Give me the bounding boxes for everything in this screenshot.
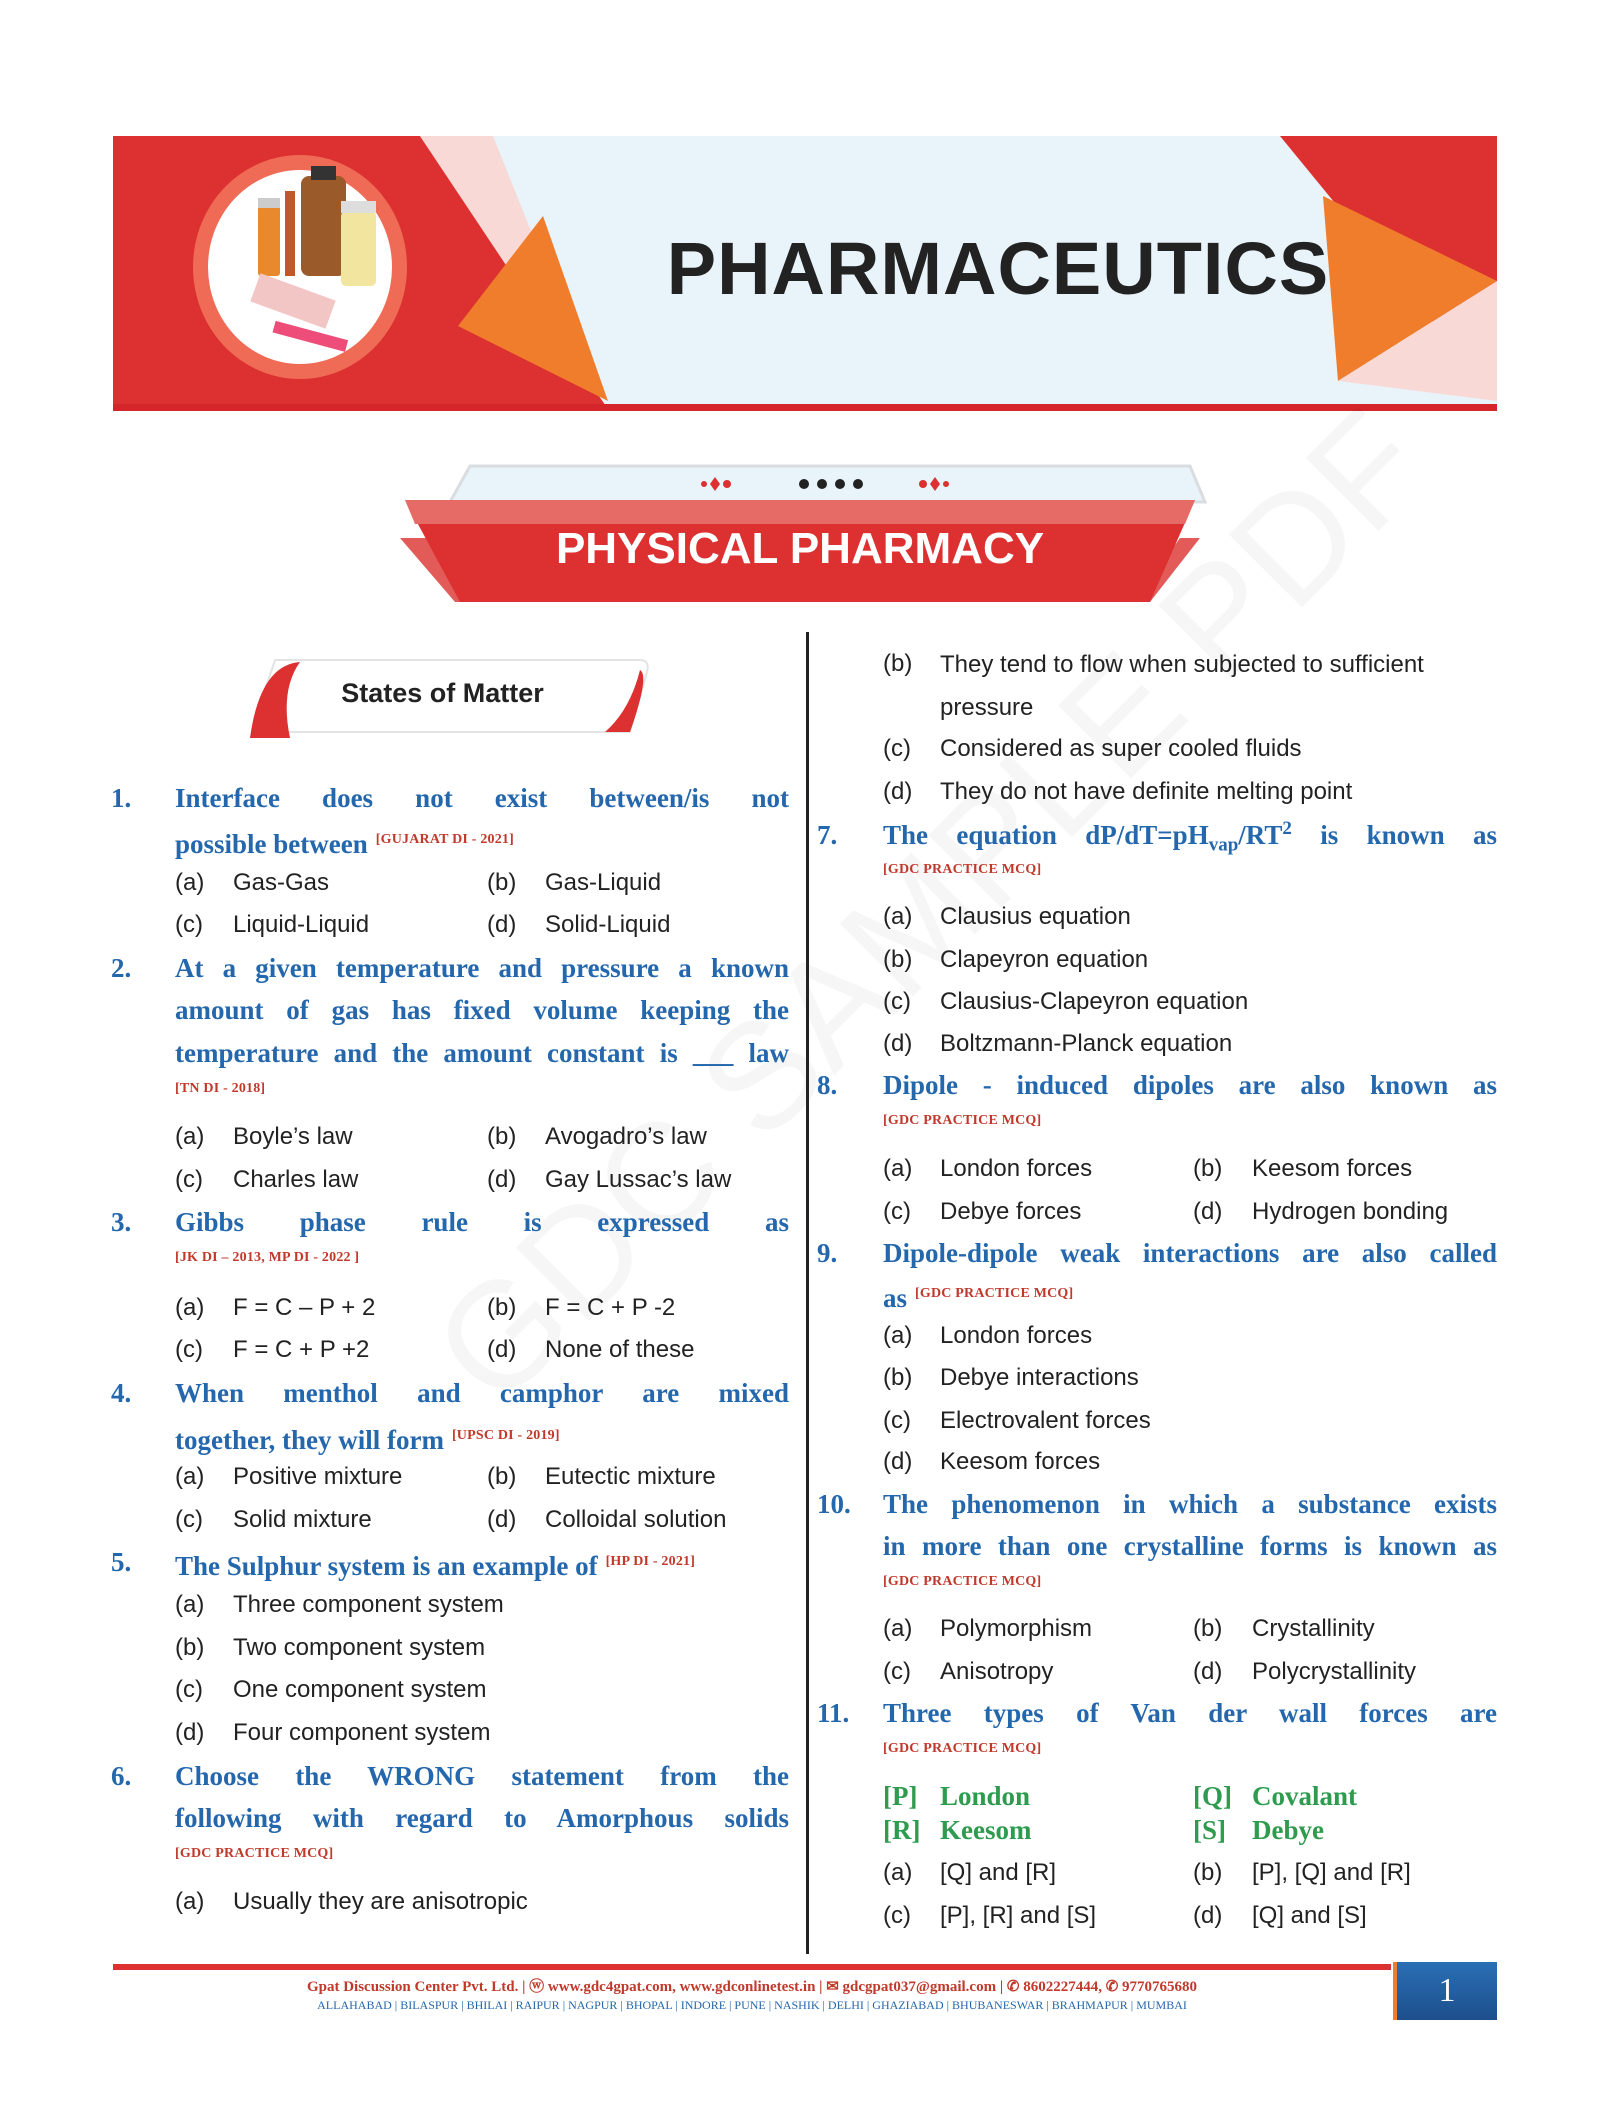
option-text: London forces bbox=[940, 1155, 1093, 1182]
option-text: One component system bbox=[233, 1676, 487, 1703]
footer-rule bbox=[113, 1964, 1391, 1970]
question-text bbox=[883, 1483, 1497, 1525]
page-title: PHARMACEUTICS bbox=[666, 227, 1330, 310]
option-text: Gay Lussac’s law bbox=[545, 1166, 732, 1193]
option-label: (c) bbox=[175, 1676, 203, 1703]
question-number: 8. bbox=[817, 1070, 838, 1100]
option-label: (b) bbox=[487, 1294, 517, 1321]
option-text: Gas-Liquid bbox=[545, 869, 662, 896]
option-text: They tend to flow when subjected to sufficient pressure bbox=[940, 651, 1424, 721]
question-line: together, they will form bbox=[175, 1425, 444, 1455]
question-text bbox=[175, 819, 789, 861]
question-number: 4. bbox=[111, 1378, 132, 1408]
option-text: Colloidal solution bbox=[545, 1506, 727, 1533]
question-number: 3. bbox=[111, 1207, 132, 1237]
source-tag: [GDC PRACTICE MCQ] bbox=[175, 1846, 334, 1861]
source-tag: [TN DI - 2018] bbox=[175, 1081, 266, 1096]
column-divider bbox=[806, 632, 809, 1954]
option-text: Boyle’s law bbox=[233, 1123, 353, 1150]
question-line: following with regard to Amorphous solids bbox=[175, 1803, 789, 1833]
statement-text: Covalant bbox=[1252, 1781, 1358, 1811]
option-text: Keesom forces bbox=[940, 1448, 1101, 1475]
equation-part: vap bbox=[1208, 834, 1239, 856]
option-label: (c) bbox=[883, 1407, 911, 1434]
source-tag: [GDC PRACTICE MCQ] bbox=[883, 1574, 1042, 1589]
option-text: Three component system bbox=[233, 1591, 504, 1618]
option-label: (a) bbox=[883, 1859, 913, 1886]
source-tag: [GDC PRACTICE MCQ] bbox=[883, 862, 1042, 877]
option-label: (b) bbox=[1193, 1155, 1223, 1182]
statement-text: London bbox=[940, 1781, 1031, 1811]
equation-part: is known as bbox=[1291, 820, 1497, 850]
option-label: (d) bbox=[487, 1506, 517, 1533]
page-number-box bbox=[1393, 1962, 1497, 2020]
option-label: (b) bbox=[487, 1123, 517, 1150]
statement-text: Keesom bbox=[940, 1815, 1032, 1845]
question-line: Gibbs phase rule is expressed as bbox=[175, 1207, 789, 1237]
subject-ribbon bbox=[380, 462, 1220, 607]
option-label: (b) bbox=[883, 650, 913, 677]
option-text: Solid-Liquid bbox=[545, 911, 671, 938]
option-text: Polymorphism bbox=[940, 1615, 1093, 1642]
equation-part: The equation dP/dT=pH bbox=[883, 820, 1209, 850]
option-text: Clapeyron equation bbox=[940, 946, 1149, 973]
option-text: Usually they are anisotropic bbox=[233, 1888, 528, 1915]
statement-label: [Q] bbox=[1193, 1781, 1232, 1811]
option-text: Charles law bbox=[233, 1166, 359, 1193]
option-label: (a) bbox=[175, 1888, 205, 1915]
option-label: (a) bbox=[175, 869, 205, 896]
question-text bbox=[883, 1232, 1497, 1274]
medicine-logo-icon bbox=[193, 155, 407, 379]
question-line: amount of gas has fixed volume keeping the bbox=[175, 995, 789, 1025]
option-text: Solid mixture bbox=[233, 1506, 372, 1533]
equation-part: /RT bbox=[1238, 820, 1283, 850]
question-text bbox=[175, 989, 789, 1031]
option-label: (a) bbox=[883, 1155, 913, 1182]
question-text bbox=[175, 777, 789, 819]
option-label: (b) bbox=[883, 1364, 913, 1391]
option-label: (c) bbox=[883, 1658, 911, 1685]
question-line: Interface does not exist between/is not bbox=[175, 783, 789, 813]
option-label: (b) bbox=[487, 1463, 517, 1490]
question-line: When menthol and camphor are mixed bbox=[175, 1378, 789, 1408]
question-text bbox=[175, 1415, 789, 1457]
source-tag: [GDC PRACTICE MCQ] bbox=[883, 1741, 1042, 1756]
option-text: Gas-Gas bbox=[233, 869, 330, 896]
option-text: Anisotropy bbox=[940, 1658, 1054, 1685]
option-label: (a) bbox=[883, 903, 913, 930]
option-label: (d) bbox=[487, 911, 517, 938]
question-line: temperature and the amount constant is ___ law bbox=[175, 1038, 789, 1068]
source-tag: [UPSC DI - 2019] bbox=[451, 1428, 560, 1443]
option-label: (c) bbox=[883, 735, 911, 762]
question-line: Dipole-dipole weak interactions are also called bbox=[883, 1238, 1497, 1268]
question-text bbox=[175, 1372, 789, 1414]
option-text: [Q] and [R] bbox=[940, 1859, 1057, 1886]
option-label: (a) bbox=[883, 1322, 913, 1349]
question-line: The Sulphur system is an example of bbox=[175, 1551, 598, 1581]
question-text bbox=[175, 947, 789, 989]
option-text: Hydrogen bonding bbox=[1252, 1198, 1449, 1225]
option-label: (c) bbox=[883, 988, 911, 1015]
option-text: Four component system bbox=[233, 1719, 491, 1746]
option-label: (d) bbox=[883, 778, 913, 805]
option-label: (d) bbox=[883, 1448, 913, 1475]
source-tag: [GDC PRACTICE MCQ] bbox=[915, 1286, 1074, 1301]
option-text: London forces bbox=[940, 1322, 1093, 1349]
question-line: possible between bbox=[175, 829, 368, 859]
option-text: Considered as super cooled fluids bbox=[940, 735, 1302, 762]
option-text: Boltzmann-Planck equation bbox=[940, 1030, 1233, 1057]
option-label: (d) bbox=[1193, 1658, 1223, 1685]
question-text bbox=[175, 1755, 789, 1797]
section-badge bbox=[245, 650, 655, 745]
question-text bbox=[175, 1032, 789, 1074]
option-text: Electrovalent forces bbox=[940, 1407, 1151, 1434]
question-text bbox=[175, 1541, 789, 1583]
option-label: (d) bbox=[883, 1030, 913, 1057]
source-tag: [HP DI - 2021] bbox=[605, 1554, 696, 1569]
option-text: Positive mixture bbox=[233, 1463, 403, 1490]
option-text: Debye interactions bbox=[940, 1364, 1139, 1391]
option-text: [Q] and [S] bbox=[1252, 1902, 1367, 1929]
question-number: 9. bbox=[817, 1238, 838, 1268]
option-text: Debye forces bbox=[940, 1198, 1082, 1225]
question-number: 2. bbox=[111, 953, 132, 983]
question-number: 10. bbox=[817, 1489, 851, 1519]
question-number: 5. bbox=[111, 1547, 132, 1577]
option-text: F = C + P -2 bbox=[545, 1294, 676, 1321]
question-line: At a given temperature and pressure a known bbox=[175, 953, 789, 983]
option-text: Avogadro’s law bbox=[545, 1123, 707, 1150]
option-text: F = C + P +2 bbox=[233, 1336, 370, 1363]
page-number: 1 bbox=[1438, 1972, 1456, 2009]
subject-title: PHYSICAL PHARMACY bbox=[555, 524, 1045, 573]
option-label: (d) bbox=[1193, 1198, 1223, 1225]
option-label: (a) bbox=[175, 1294, 205, 1321]
question-line: as bbox=[883, 1283, 908, 1313]
question-number: 7. bbox=[817, 820, 838, 850]
option-text: Eutectic mixture bbox=[545, 1463, 716, 1490]
option-label: (b) bbox=[883, 946, 913, 973]
option-label: (b) bbox=[1193, 1615, 1223, 1642]
option-text: [P], [R] and [S] bbox=[940, 1902, 1097, 1929]
source-tag: [GUJARAT DI - 2021] bbox=[375, 832, 514, 847]
option-text: Keesom forces bbox=[1252, 1155, 1413, 1182]
option-text: Clausius-Clapeyron equation bbox=[940, 988, 1249, 1015]
footer-cities: ALLAHABAD | BILASPUR | BHILAI | RAIPUR | NAGPUR | BHOPAL | INDORE | PUNE | NASHIK | DELHI | GHAZIABAD | BHUBANESWAR | BRAHMAPUR | MUMBAI bbox=[317, 1998, 1187, 2012]
statement-label: [R] bbox=[883, 1815, 921, 1845]
option-label: (a) bbox=[175, 1463, 205, 1490]
option-label: (b) bbox=[175, 1634, 205, 1661]
statement-label: [S] bbox=[1193, 1815, 1226, 1845]
question-line: Dipole - induced dipoles are also known as bbox=[883, 1070, 1497, 1100]
option-label: (d) bbox=[1193, 1902, 1223, 1929]
option-text: Two component system bbox=[233, 1634, 486, 1661]
footer-contact: Gpat Discussion Center Pvt. Ltd. | ⓦ www.gdc4gpat.com, www.gdconlinetest.in | ✉ gdcgpat037@gmail.com | ✆ 8602227444, ✆ 9770765680 bbox=[306, 1979, 1198, 1995]
option-text: None of these bbox=[545, 1336, 695, 1363]
option-text: Clausius equation bbox=[940, 903, 1131, 930]
option-label: (a) bbox=[883, 1615, 913, 1642]
question-line: in more than one crystalline forms is known as bbox=[883, 1531, 1497, 1561]
section-title: States of Matter bbox=[341, 678, 544, 708]
option-label: (d) bbox=[487, 1166, 517, 1193]
question-number: 1. bbox=[111, 783, 132, 813]
option-label: (c) bbox=[883, 1902, 911, 1929]
option-label: (d) bbox=[487, 1336, 517, 1363]
equation-part: 2 bbox=[1282, 818, 1292, 839]
statement-label: [P] bbox=[883, 1781, 918, 1811]
question-number: 6. bbox=[111, 1761, 132, 1791]
option-label: (c) bbox=[175, 1166, 203, 1193]
option-label: (c) bbox=[883, 1198, 911, 1225]
option-text: F = C – P + 2 bbox=[233, 1294, 376, 1321]
option-label: (c) bbox=[175, 1336, 203, 1363]
option-label: (c) bbox=[175, 911, 203, 938]
question-number: 11. bbox=[817, 1698, 850, 1728]
question-text bbox=[883, 1273, 1497, 1315]
question-line: Choose the WRONG statement from the bbox=[175, 1761, 789, 1791]
option-text: Liquid-Liquid bbox=[233, 911, 370, 938]
option-text: [P], [Q] and [R] bbox=[1252, 1859, 1411, 1886]
option-label: (b) bbox=[1193, 1859, 1223, 1886]
option-label: (b) bbox=[487, 869, 517, 896]
source-tag: [GDC PRACTICE MCQ] bbox=[883, 1113, 1042, 1128]
source-tag: [JK DI – 2013, MP DI - 2022 ] bbox=[175, 1250, 360, 1265]
option-text: They do not have definite melting point bbox=[940, 778, 1353, 805]
option-text: Polycrystallinity bbox=[1252, 1658, 1417, 1685]
option-label: (a) bbox=[175, 1591, 205, 1618]
option-label: (a) bbox=[175, 1123, 205, 1150]
option-label: (d) bbox=[175, 1719, 205, 1746]
option-label: (c) bbox=[175, 1506, 203, 1533]
question-line: Three types of Van der wall forces are bbox=[883, 1698, 1497, 1728]
question-line: The phenomenon in which a substance exists bbox=[883, 1489, 1497, 1519]
header-banner bbox=[113, 136, 1497, 411]
option-text: Crystallinity bbox=[1252, 1615, 1375, 1642]
statement-text: Debye bbox=[1252, 1815, 1324, 1845]
